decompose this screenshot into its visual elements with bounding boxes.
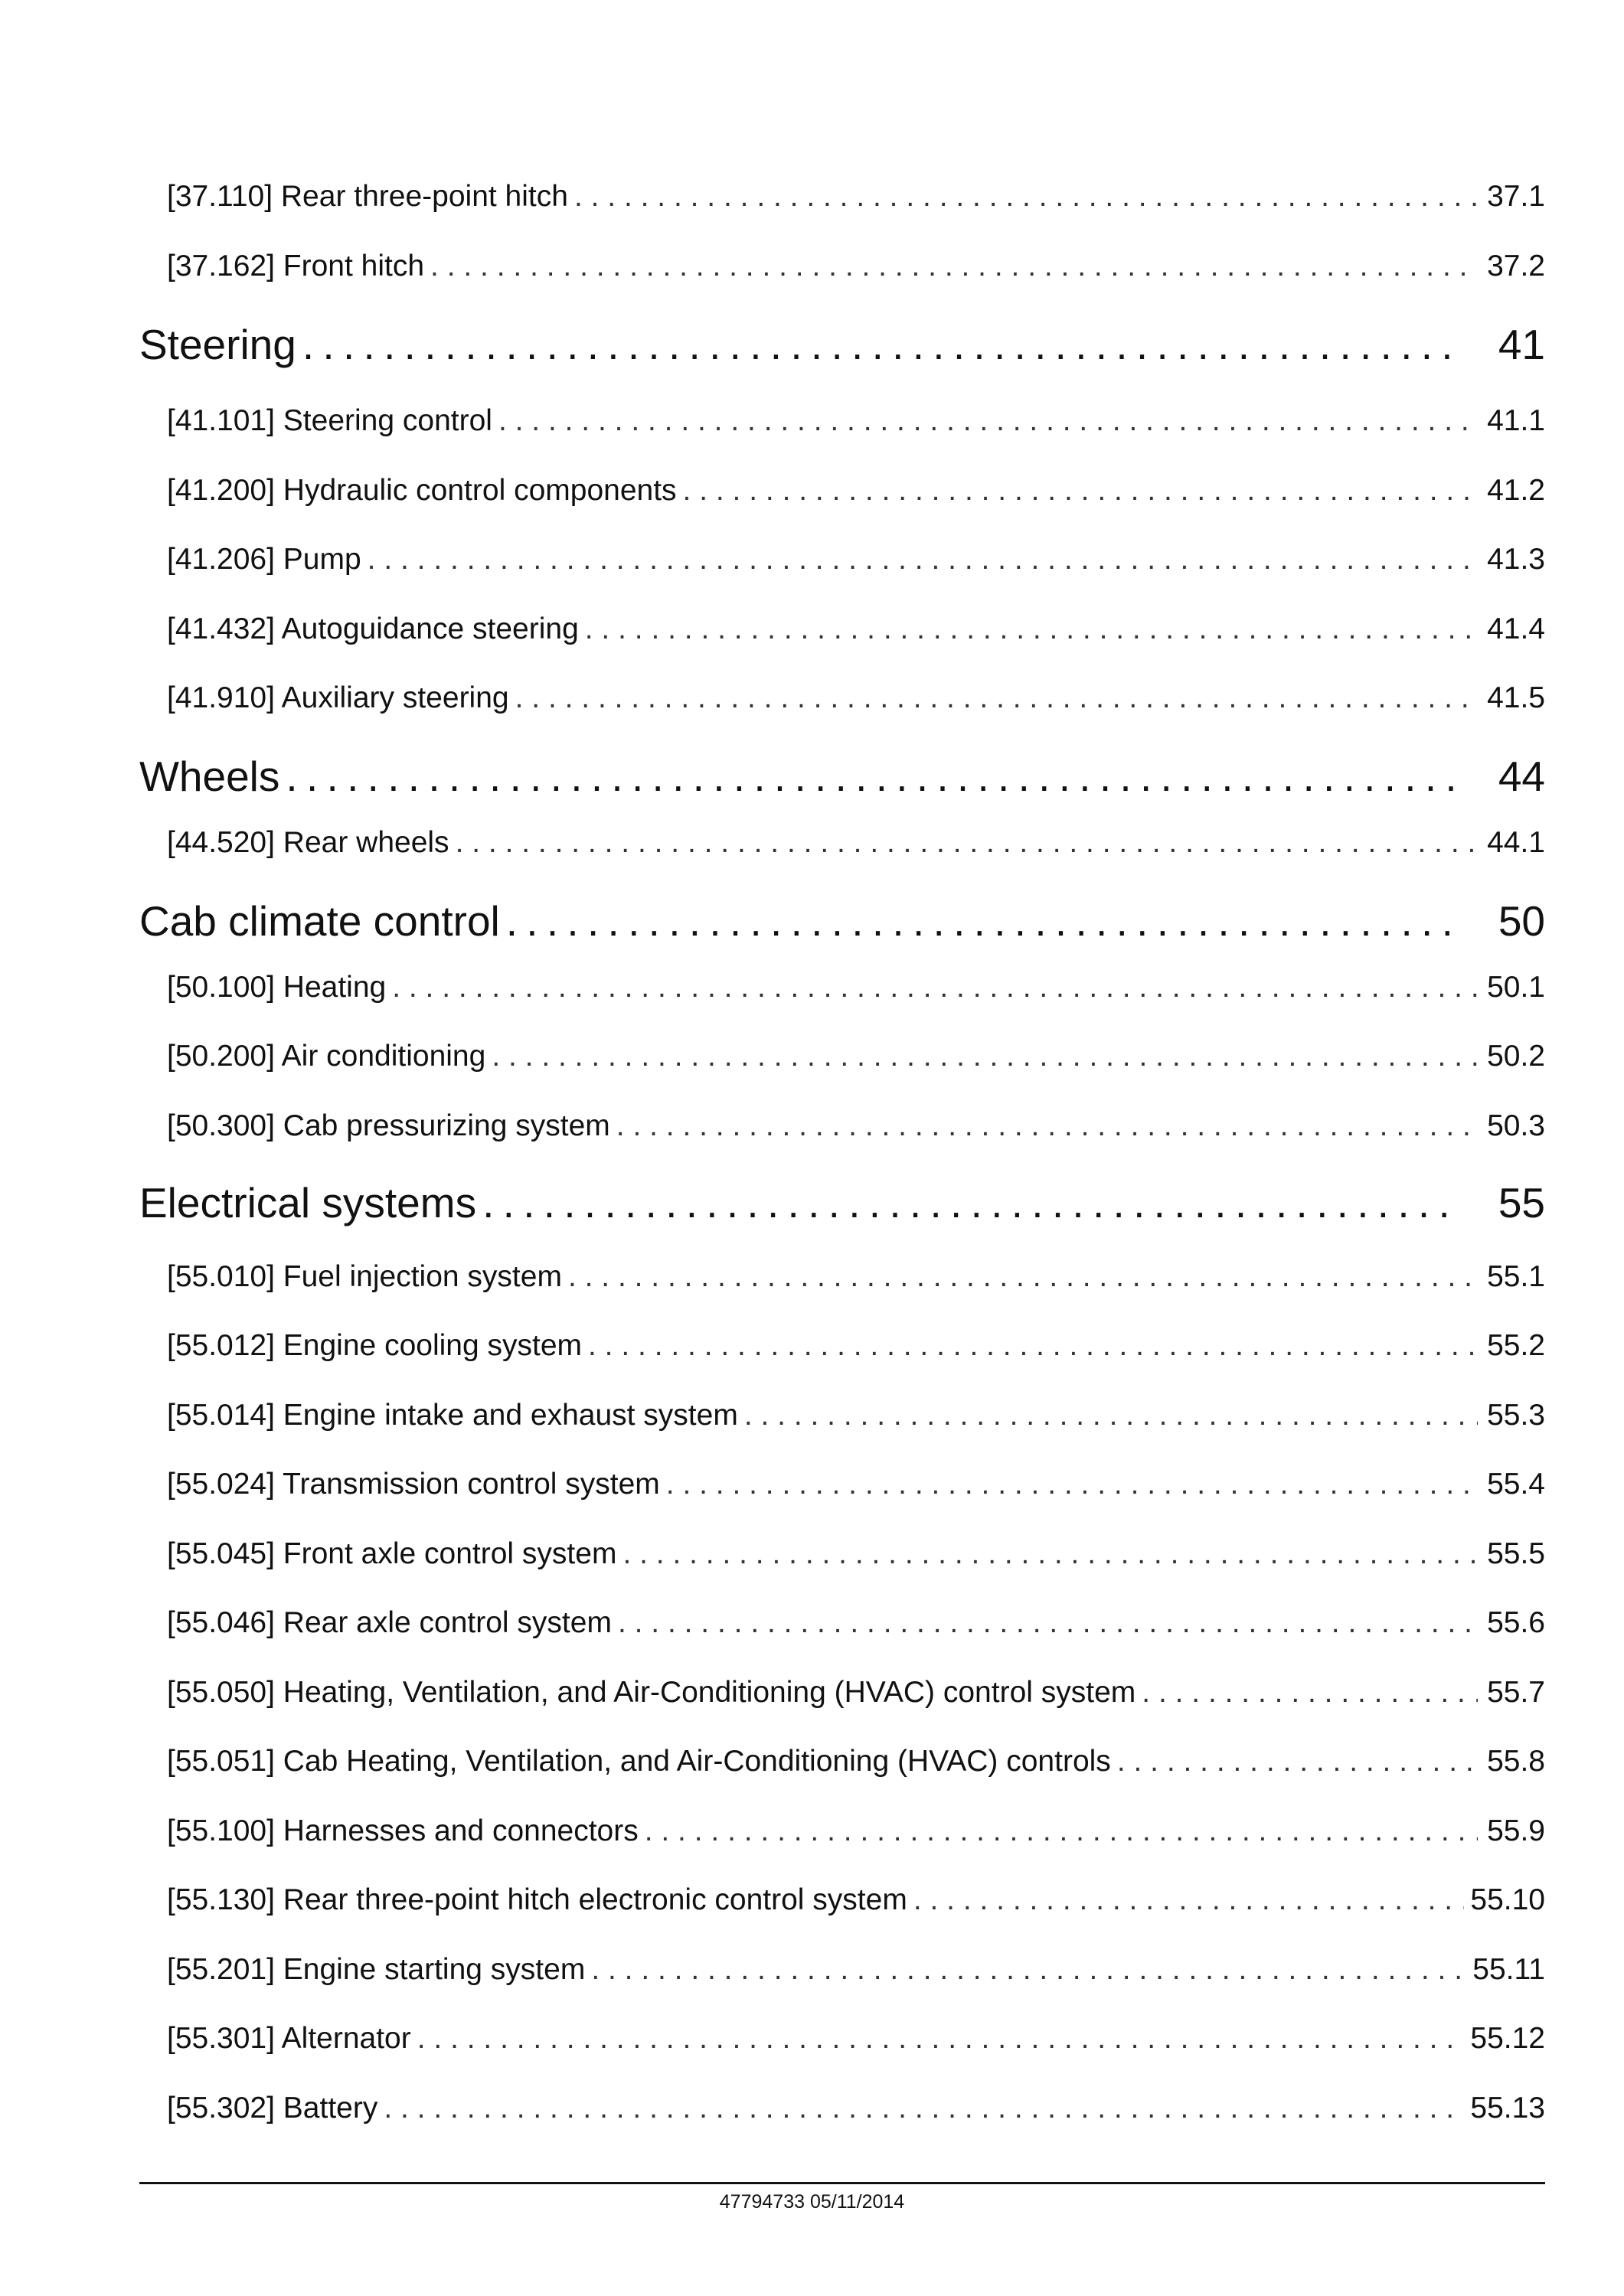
toc-entry[interactable] — [167, 1465, 1545, 1504]
toc-section-label: Wheels — [139, 753, 280, 800]
toc-entry[interactable] — [167, 1881, 1545, 1919]
toc-entry-page: 55.7 — [1487, 1676, 1545, 1709]
toc-section[interactable] — [139, 750, 1545, 803]
toc-entry[interactable] — [167, 610, 1545, 648]
toc-entry[interactable] — [167, 679, 1545, 717]
toc-entry-label: [55.302] Battery — [167, 2092, 378, 2125]
toc-section-page: 41 — [1498, 321, 1545, 368]
dot-leader — [368, 541, 1478, 579]
dot-leader — [585, 610, 1478, 648]
toc-entry-label: [44.520] Rear wheels — [167, 826, 449, 859]
dot-leader — [515, 679, 1478, 717]
toc-entry-label: [55.051] Cab Heating, Ventilation, and Air-Conditioning (HVAC) controls — [167, 1745, 1111, 1778]
toc-entry[interactable] — [167, 2089, 1545, 2128]
dot-leader — [1117, 1742, 1478, 1781]
toc-entry[interactable] — [167, 2020, 1545, 2058]
toc-entry-page: 50.2 — [1487, 1040, 1545, 1073]
toc-entry[interactable] — [167, 1742, 1545, 1781]
toc-entry-page: 37.2 — [1487, 250, 1545, 283]
toc-entry-label: [55.012] Engine cooling system — [167, 1329, 583, 1362]
toc-entry-page: 44.1 — [1487, 826, 1545, 859]
toc-section-label: Electrical systems — [139, 1179, 477, 1226]
toc-entry-page: 55.5 — [1487, 1537, 1545, 1570]
dot-leader — [430, 247, 1478, 286]
dot-leader — [622, 1535, 1478, 1573]
dot-leader — [384, 2089, 1464, 2128]
toc-entry[interactable] — [167, 178, 1545, 216]
toc-entry[interactable] — [167, 541, 1545, 579]
toc-entry-label: [55.014] Engine intake and exhaust system — [167, 1399, 738, 1432]
dot-leader — [392, 968, 1478, 1007]
dot-leader — [591, 1951, 1466, 1989]
toc-entry-page: 55.11 — [1472, 1953, 1545, 1986]
toc-section-page: 44 — [1498, 753, 1545, 800]
toc-entry-label: [55.100] Harnesses and connectors — [167, 1814, 639, 1847]
toc-entry-page: 50.1 — [1487, 971, 1545, 1004]
footer-document-code: 47794733 05/11/2014 — [719, 2191, 905, 2213]
toc-entry[interactable] — [167, 1327, 1545, 1365]
toc-entry-label: [41.101] Steering control — [167, 404, 492, 437]
dot-leader — [456, 824, 1478, 862]
toc-entry-page: 55.4 — [1487, 1468, 1545, 1501]
toc-entry-label: [50.200] Air conditioning — [167, 1040, 486, 1073]
toc-entry-page: 55.8 — [1487, 1745, 1545, 1778]
dot-leader — [645, 1812, 1478, 1850]
toc-entry[interactable] — [167, 472, 1545, 510]
toc-entry-page: 41.4 — [1487, 612, 1545, 645]
dot-leader — [683, 472, 1478, 510]
toc-section-label: Steering — [139, 321, 296, 368]
toc-section-page: 50 — [1498, 897, 1545, 945]
toc-section-label: Cab climate control — [139, 897, 500, 945]
toc-entry[interactable] — [167, 402, 1545, 440]
toc-entry-page: 41.1 — [1487, 404, 1545, 437]
toc-entry-label: [55.050] Heating, Ventilation, and Air-Conditioning (HVAC) control system — [167, 1676, 1136, 1709]
toc-entry-page: 55.10 — [1470, 1883, 1545, 1916]
toc-entry-label: [55.046] Rear axle control system — [167, 1606, 612, 1639]
dot-leader — [744, 1396, 1478, 1435]
toc-entry-page: 50.3 — [1487, 1109, 1545, 1142]
dot-leader — [588, 1327, 1478, 1365]
dot-leader — [1142, 1674, 1478, 1712]
dot-leader — [302, 318, 1462, 371]
toc-entry-label: [55.301] Alternator — [167, 2022, 411, 2055]
toc-entry[interactable] — [167, 1535, 1545, 1573]
toc-entry-page: 55.9 — [1487, 1814, 1545, 1847]
toc-entry-label: [41.910] Auxiliary steering — [167, 681, 509, 714]
toc-entry-label: [55.130] Rear three-point hitch electronic control system — [167, 1883, 907, 1916]
toc-entry-label: [37.110] Rear three-point hitch — [167, 180, 568, 213]
dot-leader — [574, 178, 1478, 216]
toc-entry-label: [55.045] Front axle control system — [167, 1537, 617, 1570]
toc-entry[interactable] — [167, 1812, 1545, 1850]
footer-divider — [139, 2182, 1545, 2184]
dot-leader — [618, 1604, 1478, 1642]
toc-entry-page: 55.3 — [1487, 1399, 1545, 1432]
toc-entry[interactable] — [167, 968, 1545, 1007]
toc-entry[interactable] — [167, 1107, 1545, 1145]
toc-entry[interactable] — [167, 1604, 1545, 1642]
toc-section-page: 55 — [1498, 1179, 1545, 1226]
dot-leader — [286, 750, 1462, 803]
toc-entry[interactable] — [167, 1951, 1545, 1989]
toc-entry-page: 41.2 — [1487, 474, 1545, 507]
toc-entry-page: 55.13 — [1470, 2092, 1545, 2125]
dot-leader — [616, 1107, 1478, 1145]
dot-leader — [913, 1881, 1465, 1919]
toc-entry-label: [41.200] Hydraulic control components — [167, 474, 677, 507]
toc-section[interactable] — [139, 1176, 1545, 1230]
toc-entry-page: 41.5 — [1487, 681, 1545, 714]
toc-entry-page: 55.12 — [1470, 2022, 1545, 2055]
toc-entry-page: 55.6 — [1487, 1606, 1545, 1639]
dot-leader — [666, 1465, 1478, 1504]
toc-entry-page: 55.1 — [1487, 1260, 1545, 1293]
toc-entry-page: 37.1 — [1487, 180, 1545, 213]
toc-entry-label: [50.100] Heating — [167, 971, 387, 1004]
dot-leader — [482, 1176, 1462, 1230]
toc-entry[interactable] — [167, 247, 1545, 286]
toc-entry[interactable] — [167, 1258, 1545, 1296]
toc-entry-label: [50.300] Cab pressurizing system — [167, 1109, 610, 1142]
toc-section[interactable] — [139, 894, 1545, 948]
toc-entry[interactable] — [167, 1674, 1545, 1712]
dot-leader — [417, 2020, 1465, 2058]
toc-entry-label: [37.162] Front hitch — [167, 250, 425, 283]
toc-entry[interactable] — [167, 1396, 1545, 1435]
dot-leader — [492, 1037, 1478, 1076]
toc-entry-label: [55.024] Transmission control system — [167, 1468, 660, 1501]
dot-leader — [506, 894, 1462, 948]
toc-entry-page: 55.2 — [1487, 1329, 1545, 1362]
toc-entry-label: [41.432] Autoguidance steering — [167, 612, 579, 645]
toc-entry[interactable] — [167, 824, 1545, 862]
toc-section[interactable] — [139, 318, 1545, 371]
toc-entry-page: 41.3 — [1487, 543, 1545, 576]
toc-entry-label: [41.206] Pump — [167, 543, 361, 576]
toc-entry-label: [55.201] Engine starting system — [167, 1953, 586, 1986]
toc-entry-label: [55.010] Fuel injection system — [167, 1260, 562, 1293]
dot-leader — [568, 1258, 1478, 1296]
toc-entry[interactable] — [167, 1037, 1545, 1076]
dot-leader — [498, 402, 1478, 440]
